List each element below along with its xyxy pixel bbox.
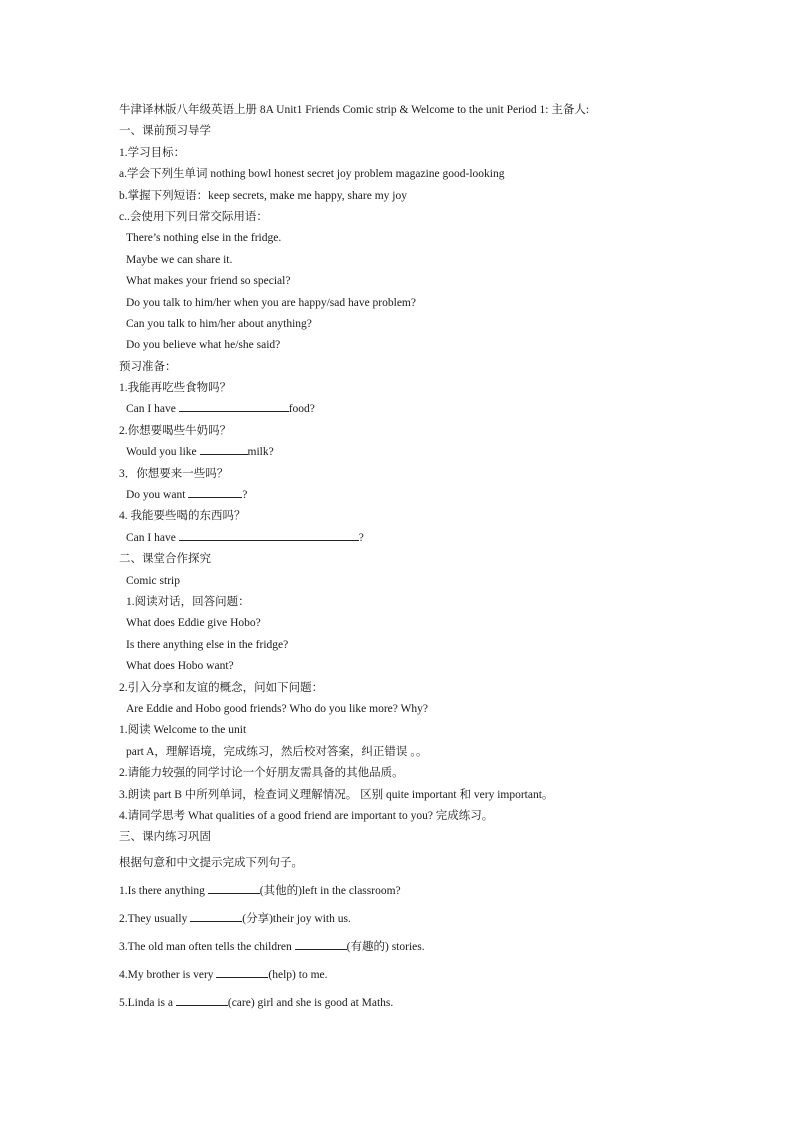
document-title: 牛津译林版八年级英语上册 8A Unit1 Friends Comic strip & Welcome to the unit Period 1: 主备人: [119, 104, 590, 116]
answer-blank[interactable] [216, 965, 268, 978]
prep-heading: 预习准备： [119, 360, 177, 373]
section-heading-preview: 一、课前预习导学 [119, 125, 211, 138]
phrase-line: Maybe we can share it. [126, 253, 233, 266]
prep-answer-text: food? [288, 403, 315, 416]
answer-blank[interactable] [295, 937, 347, 950]
phrase-line: What makes your friend so special? [126, 275, 291, 288]
discussion-task: 2.请能力较强的同学讨论一个好朋友需具备的其他品质。 [119, 767, 404, 780]
comprehension-question: What does Hobo want? [126, 660, 234, 673]
prep-answer-text: milk? [247, 446, 274, 459]
exercise-text: (其他的)left in the classroom? [259, 884, 401, 897]
reading-task: 1.阅读 Welcome to the unit [119, 724, 247, 737]
exercise-text: (help) to me. [268, 968, 328, 981]
task-read-dialogue: 1.阅读对话，回答问题： [126, 595, 250, 608]
phrase-line: Can you talk to him/her about anything? [126, 317, 312, 330]
prep-answer-text: Do you want [126, 489, 189, 502]
prep-answer-text: Can I have [126, 531, 179, 544]
answer-blank[interactable] [188, 485, 242, 498]
goals-heading: 1.学习目标： [119, 146, 186, 159]
reading-task-detail: part A，理解语境，完成练习，然后校对答案，纠正错误 。。 [126, 745, 428, 758]
prep-question: 2.你想要喝些牛奶吗？ [119, 424, 232, 437]
exercise-item [119, 989, 759, 1017]
answer-blank[interactable] [179, 528, 359, 541]
prep-answer-text: ? [242, 489, 248, 502]
exercise-text: (care) girl and she is good at Maths. [227, 996, 394, 1009]
document-content [119, 100, 759, 1017]
goal-b: b.掌握下列短语：keep secrets, make me happy, share my joy [119, 189, 407, 202]
prep-question: 3．你想要来一些吗？ [119, 467, 229, 480]
comic-strip-subheading: Comic strip [126, 574, 180, 587]
goal-a: a.学会下列生单词 nothing bowl honest secret joy problem magazine good-looking [119, 168, 505, 181]
exercise-text: (有趣的) stories. [346, 940, 425, 953]
prep-answer-text: ? [358, 531, 364, 544]
section-heading-practice: 三、课内练习巩固 [119, 831, 211, 844]
exercise-item [119, 933, 759, 961]
answer-blank[interactable] [190, 909, 242, 922]
goal-c: c..会使用下列日常交际用语： [119, 210, 268, 223]
answer-blank[interactable] [200, 442, 248, 455]
prep-answer-line [119, 399, 759, 420]
answer-blank[interactable] [176, 993, 228, 1006]
exercise-text: 5.Linda is a [119, 996, 176, 1009]
prep-answer-line [119, 528, 759, 549]
answer-blank[interactable] [179, 399, 289, 412]
exercise-text: 2.They usually [119, 912, 191, 925]
comprehension-question: What does Eddie give Hobo? [126, 617, 261, 630]
exercise-item [119, 961, 759, 989]
section-heading-classwork: 二、课堂合作探究 [119, 553, 211, 566]
phrase-line: Do you believe what he/she said? [126, 339, 281, 352]
exercise-item [119, 877, 759, 905]
practice-instruction: 根据句意和中文提示完成下列句子。 [119, 856, 303, 869]
exercise-text: (分享)their joy with us. [242, 912, 351, 925]
prep-answer-line [119, 485, 759, 506]
reflection-task: 4.请同学思考 What qualities of a good friend are important to you? 完成练习。 [119, 809, 494, 822]
phrase-line: There’s nothing else in the fridge. [126, 232, 282, 245]
exercise-text: 3.The old man often tells the children [119, 940, 295, 953]
exercise-text: 1.Is there anything [119, 884, 208, 897]
task-sharing-friendship: 2.引入分享和友谊的概念，问如下问题： [119, 681, 324, 694]
prep-answer-text: Would you like [126, 446, 200, 459]
vocabulary-task: 3.朗读 part B 中所列单词，检查词义理解情况。 区别 quite important 和 very important。 [119, 788, 554, 801]
prep-question: 4. 我能要些喝的东西吗？ [119, 510, 246, 523]
exercise-item [119, 905, 759, 933]
exercise-text: 4.My brother is very [119, 968, 217, 981]
phrase-line: Do you talk to him/her when you are happy/sad have problem? [126, 296, 416, 309]
discussion-question: Are Eddie and Hobo good friends? Who do you like more? Why? [126, 702, 429, 715]
prep-answer-text: Can I have [126, 403, 179, 416]
answer-blank[interactable] [208, 881, 260, 894]
comprehension-question: Is there anything else in the fridge? [126, 638, 289, 651]
prep-question: 1.我能再吃些食物吗？ [119, 382, 232, 395]
prep-answer-line [119, 442, 759, 463]
